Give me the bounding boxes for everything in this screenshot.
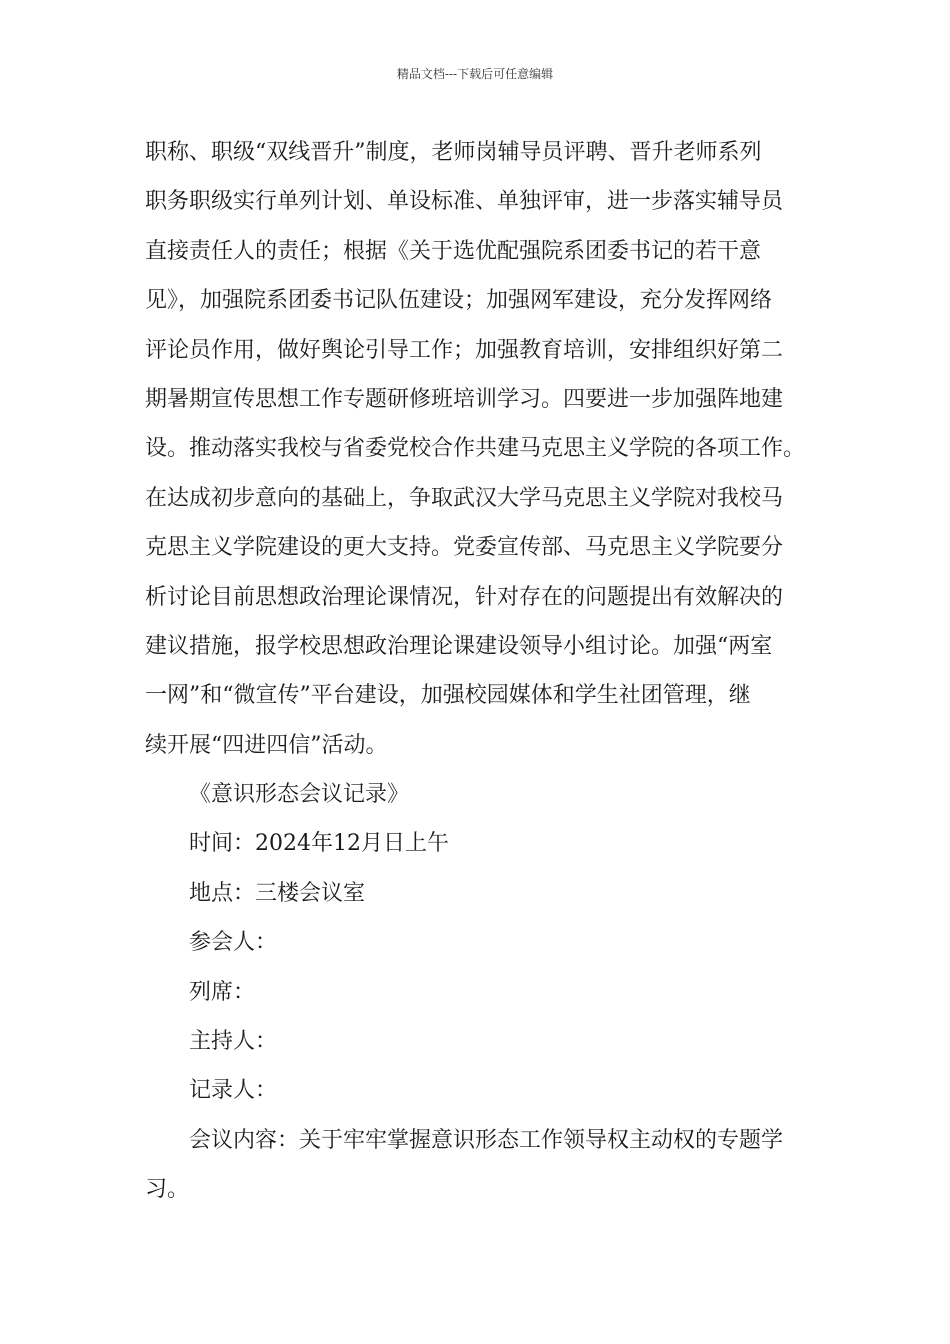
text-line: 见》，加强院系团委书记队伍建设；加强网军建设，充分发挥网络 <box>145 288 773 314</box>
paragraph-ideology-work <box>145 128 815 770</box>
text-line: 克思主义学院建设的更大支持。党委宣传部、马克思主义学院要分 <box>145 535 784 561</box>
record-content: 会议内容：关于牢牢掌握意识形态工作领导权主动权的专题学 <box>189 1127 784 1153</box>
text-line: 职务职级实行单列计划、单设标准、单独评审，进一步落实辅导员 <box>145 189 784 215</box>
text-line: 设。推动落实我校与省委党校合作共建马克思主义学院的各项工作。 <box>145 436 806 462</box>
record-attendees: 参会人： <box>189 930 278 956</box>
record-title: 《意识形态会议记录》 <box>189 782 410 808</box>
record-recorder: 记录人： <box>189 1078 278 1104</box>
record-host: 主持人： <box>189 1029 278 1055</box>
text-line: 直接责任人的责任；根据《关于选优配强院系团委书记的若干意 <box>145 238 762 264</box>
text-line: 析讨论目前思想政治理论课情况，针对存在的问题提出有效解决的 <box>145 584 784 610</box>
record-place: 地点：三楼会议室 <box>189 880 366 906</box>
text-line: 期暑期宣传思想工作专题研修班培训学习。四要进一步加强阵地建 <box>145 386 784 412</box>
text-line: 续开展“四进四信”活动。 <box>145 732 388 758</box>
text-line: 职称、职级“双线晋升”制度，老师岗辅导员评聘、晋升老师系列 <box>145 140 762 165</box>
document-body <box>145 128 815 1215</box>
record-content-continued: 习。 <box>145 1177 190 1203</box>
meeting-record <box>145 770 815 1215</box>
text-line: 在达成初步意向的基础上，争取武汉大学马克思主义学院对我校马 <box>145 485 784 511</box>
text-line: 建议措施，报学校思想政治理论课建设领导小组讨论。加强“两室 <box>145 633 773 659</box>
record-time: 时间：2024年12月日上午 <box>189 831 449 857</box>
page-header: 精品文档---下载后可任意编辑 <box>396 67 554 81</box>
text-line: 评论员作用，做好舆论引导工作；加强教育培训，安排组织好第二 <box>145 337 784 363</box>
record-present: 列席： <box>189 979 256 1005</box>
text-line: 一网”和“微宣传”平台建设，加强校园媒体和学生社团管理，继 <box>145 683 751 709</box>
